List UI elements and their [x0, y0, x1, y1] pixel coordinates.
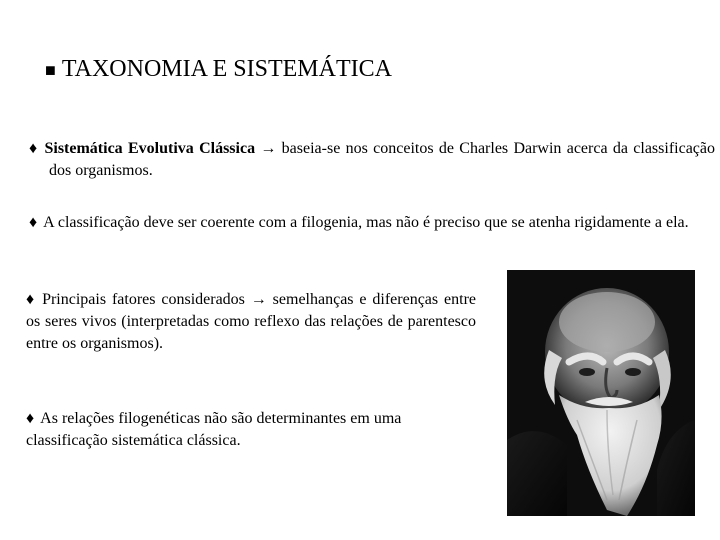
diamond-bullet-icon: ♦ [29, 140, 39, 157]
square-bullet-icon: ■ [45, 60, 56, 80]
diamond-bullet-icon: ♦ [26, 410, 35, 427]
paragraph-principais-fatores [26, 289, 476, 355]
diamond-bullet-icon: ♦ [26, 291, 37, 308]
term-sistematica-evolutiva: Sistemática Evolutiva Clássica [44, 140, 256, 157]
title-text: TAXONOMIA E SISTEMÁTICA [61, 56, 392, 82]
p4-text: As relações filogenéticas não são determinantes em uma classificação sistemática clássica. [26, 410, 402, 449]
slide-title [45, 54, 392, 85]
paragraph-relacoes-filogeneticas [26, 408, 476, 452]
paragraph-filogenia [19, 212, 715, 234]
portrait-illustration [507, 270, 695, 516]
p2-text: A classificação deve ser coerente com a filogenia, mas não é preciso que se atenha rigidamente a ela. [43, 214, 689, 231]
diamond-bullet-icon: ♦ [29, 214, 38, 231]
paragraph-evolutiva-classica [19, 138, 715, 182]
p1-text: → baseia-se nos conceitos de Charles Darwin acerca da classificação dos organismos. [49, 140, 716, 179]
charles-darwin-portrait [507, 270, 695, 516]
p3-text: Principais fatores considerados → semelhanças e diferenças entre os seres vivos (interpretadas como reflexo das relações de parentesco entre os organismos). [26, 291, 477, 352]
